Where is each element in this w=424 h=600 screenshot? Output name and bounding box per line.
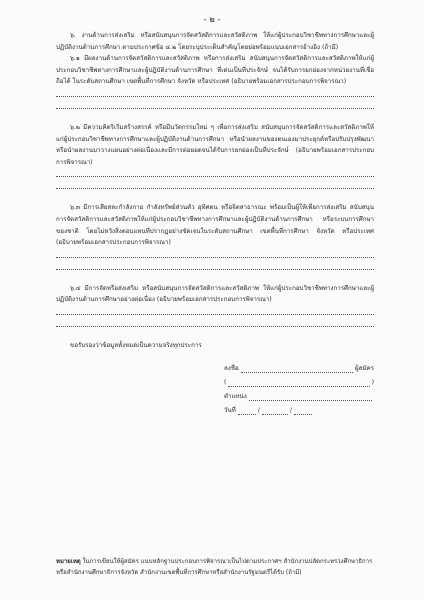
date-label: วันที่ (224, 406, 236, 414)
year-field[interactable] (294, 413, 312, 415)
footnote-text: ในการเขียนให้ผู้สมัคร แนบหลักฐานประกอบการพิจารณาเป็นไปตามประกาศฯ สำนักงานปลัดกระทรวงศึกษาธิการหรือสำนักงานศึกษาธิการจังหวัด สำนักงานเขตพื้นที่การศึกษาหรือสำนักงานรัฐมนตรีได้รับ (ถ้ามี) (56, 558, 373, 576)
position-field[interactable] (249, 399, 372, 401)
signature-field[interactable] (241, 371, 353, 373)
item6-2-text: ๖.๒ มีความคิดริเริ่มสร้างสรรค์ หรือมีนวัตกรรมใหม่ ๆ เพื่อการส่งเสริม สนับสนุนการจัดสวัสดิการและสวัสดิภาพให้แก่ผู้ประกอบวิชาชีพทางการศึกษาและผู้ปฏิบัติงานด้านการศึกษา หรือนำผลงานของตนเองมาประยุกต์หรือปรับปรุงพัฒนา หรือนำผลงานมาวางแผนอย่างต่อเนื่องและมีการต่อยอดจนได้รับการยกย่องเป็นที่ประจักษ์ (อธิบายพร้อมเอกสารประกอบการพิจารณา) (56, 123, 374, 166)
footnote-label: หมายเหตุ (56, 558, 81, 565)
answer-line[interactable] (56, 261, 374, 273)
signature-block (224, 362, 374, 418)
certification-statement: ขอรับรองว่าข้อมูลทั้งหมดเป็นความจริงทุกประการ (70, 341, 202, 349)
item6-1-text: ๖.๑ มีผลงานด้านการจัดสวัสดิการและสวัสดิภาพ หรือการส่งเสริม สนับสนุนการจัดสวัสดิการและสวัสดิภาพให้แก่ผู้ประกอบวิชาชีพทางการศึกษาและผู้ปฏิบัติงานด้านการศึกษา ที่เด่นเป็นที่ประจักษ์ จนได้รับการยกย่องจากหน่วยงานที่เชื่อถือได้ ในระดับสถานศึกษา เขตพื้นที่การศึกษา จังหวัด หรือประเทศ (อธิบายพร้อมเอกสารประกอบการพิจารณา) (56, 55, 374, 86)
document-body (56, 30, 374, 418)
date-slash: / (289, 406, 292, 414)
day-field[interactable] (238, 413, 256, 415)
position-row (224, 390, 374, 404)
answer-line[interactable] (56, 306, 374, 318)
signature-row (224, 362, 374, 376)
printed-name-field[interactable] (228, 385, 369, 387)
answer-line[interactable] (56, 318, 374, 330)
name-row (224, 376, 374, 390)
answer-line[interactable] (56, 168, 374, 180)
item6-4-text: ๖.๔ มีการจัดหรือส่งเสริม หรือสนับสนุนการจัดสวัสดิการและสวัสดิภาพ ให้แก่ผู้ประกอบวิชาชีพทางการศึกษาและผู้ปฏิบัติงานด้านการศึกษาอย่างต่อเนื่อง (อธิบายพร้อมเอกสารประกอบการพิจารณา) (56, 284, 374, 304)
answer-line[interactable] (56, 180, 374, 192)
footnote (56, 556, 374, 578)
paren-open: ( (224, 378, 227, 386)
item6-heading: ๖. งานด้านการส่งเสริม หรือสนับสนุนการจัดสวัสดิการและสวัสดิภาพ ให้แก่ผู้ประกอบวิชาชีพทางการศึกษาและผู้ปฏิบัติงานด้านการศึกษา ตามประกาศข้อ ๔.๒ โดยระบุประเด็นสำคัญโดยย่อพร้อมแนบเอกสารอ้างอิง (ถ้ามี) (56, 32, 374, 51)
paren-close: ) (371, 378, 374, 386)
answer-line[interactable] (56, 100, 374, 112)
date-row (224, 404, 374, 418)
position-label: ตำแหน่ง (224, 392, 247, 400)
applicant-label: ผู้สมัคร (355, 364, 374, 372)
answer-line[interactable] (56, 249, 374, 261)
item6-3-text: ๖.๓ มีการเสียสละกำลังกาย กำลังทรัพย์ส่วนตัว อุทิศตน หรือจิตสาธารณะ พร้อมเป็นผู้ให้เพื่อการส่งเสริม สนับสนุนการจัดสวัสดิการและสวัสดิภาพให้แก่ผู้ประกอบวิชาชีพทางการศึกษาและผู้ปฏิบัติงานด้านการศึกษา หรือระบบการศึกษาของชาติ โดยไม่หวังสิ่งตอบแทนที่ปรากฏอย่างชัดเจนในระดับสถานศึกษา เขตพื้นที่การศึกษา จังหวัด หรือประเทศ (อธิบายพร้อมเอกสารประกอบการพิจารณา) (56, 204, 374, 247)
page-number: - ๒ - (203, 15, 221, 25)
month-field[interactable] (262, 413, 288, 415)
date-slash: / (257, 406, 260, 414)
answer-line[interactable] (56, 88, 374, 100)
sign-label: ลงชื่อ (224, 364, 239, 372)
